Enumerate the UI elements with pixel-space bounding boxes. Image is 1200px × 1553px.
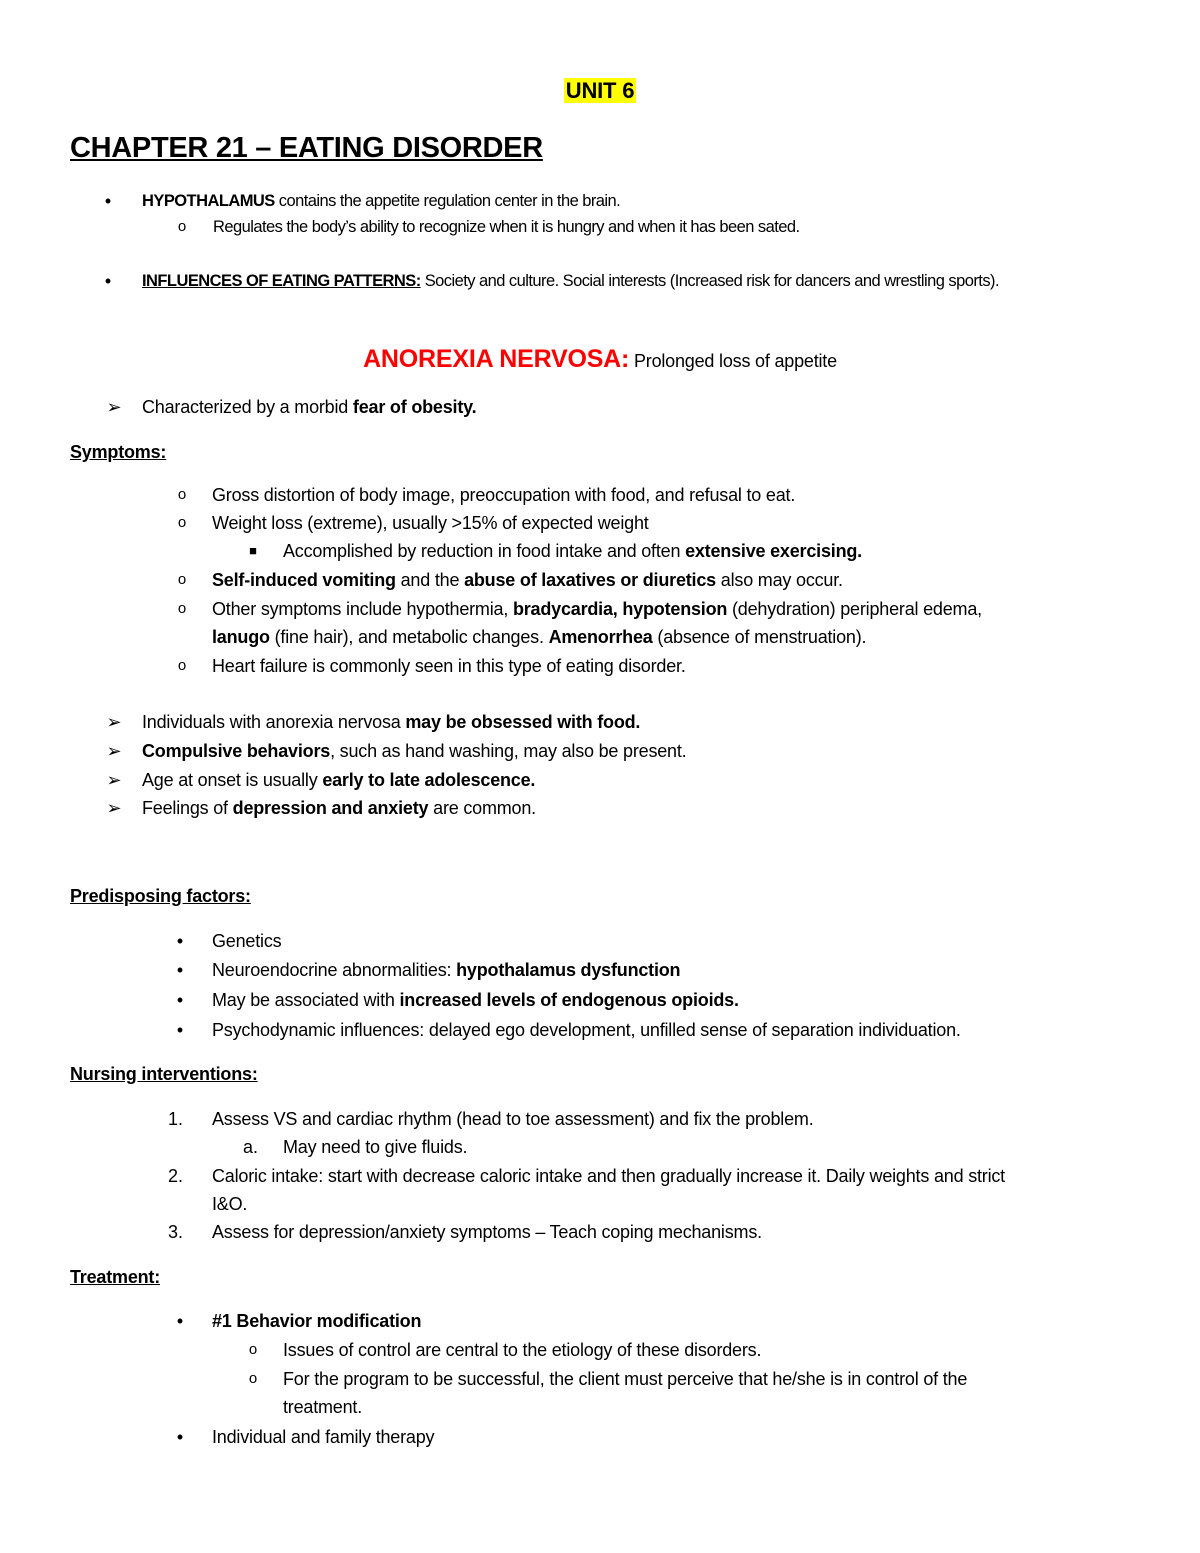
circle-bullet-icon: o [248, 1341, 258, 1358]
list-number: 2. [168, 1166, 184, 1186]
bullet-icon: • [176, 1020, 184, 1040]
influences-item: INFLUENCES OF EATING PATTERNS: Society and culture. Social interests (Increased risk for dancers and wrestling sports). [142, 272, 999, 290]
bullet-icon: • [176, 1427, 184, 1447]
circle-bullet-icon: o [177, 486, 187, 503]
nursing-item: Caloric intake: start with decrease caloric intake and then gradually increase it. Daily weights and strict [212, 1166, 1005, 1186]
arrow-bullet-icon: ➢ [106, 712, 122, 732]
list-number: 1. [168, 1109, 184, 1129]
hypothalamus-sub-item: Regulates the body’s ability to recognize when it is hungry and when it has been sated. [213, 218, 800, 236]
symptom-item-continued: lanugo (fine hair), and metabolic changes. Amenorrhea (absence of menstruation). [212, 627, 867, 647]
bullet-icon: • [104, 191, 112, 211]
arrow-bullet-icon: ➢ [106, 397, 122, 417]
list-letter: a. [243, 1137, 259, 1157]
symptom-item: Gross distortion of body image, preoccupation with food, and refusal to eat. [212, 485, 796, 505]
treatment-sub-item: Issues of control are central to the etiology of these disorders. [283, 1340, 762, 1360]
arrow-item: Age at onset is usually early to late adolescence. [142, 770, 536, 790]
symptoms-heading: Symptoms: [70, 442, 167, 462]
nursing-item: Assess VS and cardiac rhythm (head to toe assessment) and fix the problem. [212, 1109, 814, 1129]
bullet-icon: • [176, 960, 184, 980]
treatment-heading: Treatment: [70, 1267, 161, 1287]
bullet-icon: • [104, 271, 112, 291]
arrow-bullet-icon: ➢ [106, 741, 122, 761]
symptom-item: Heart failure is commonly seen in this type of eating disorder. [212, 656, 686, 676]
bullet-icon: • [176, 931, 184, 951]
arrow-bullet-icon: ➢ [106, 798, 122, 818]
treatment-sub-item: For the program to be successful, the client must perceive that he/she is in control of the [283, 1369, 968, 1389]
circle-bullet-icon: o [177, 657, 187, 674]
arrow-bullet-icon: ➢ [106, 770, 122, 790]
predisposing-item: Neuroendocrine abnormalities: hypothalamus dysfunction [212, 960, 681, 980]
nursing-item: Assess for depression/anxiety symptoms – Teach coping mechanisms. [212, 1222, 762, 1242]
bullet-icon: • [176, 1311, 184, 1331]
treatment-item: #1 Behavior modification [212, 1311, 422, 1331]
characterized-item: Characterized by a morbid fear of obesity. [142, 397, 477, 417]
nursing-item-continued: I&O. [212, 1194, 248, 1214]
symptom-item: Other symptoms include hypothermia, bradycardia, hypotension (dehydration) peripheral edema, [212, 599, 982, 619]
predisposing-item: May be associated with increased levels of endogenous opioids. [212, 990, 739, 1010]
circle-bullet-icon: o [248, 1370, 258, 1387]
predisposing-heading: Predisposing factors: [70, 886, 251, 906]
list-number: 3. [168, 1222, 184, 1242]
hypothalamus-item: HYPOTHALAMUS contains the appetite regulation center in the brain. [142, 192, 621, 210]
bullet-icon: • [176, 990, 184, 1010]
treatment-item: Individual and family therapy [212, 1427, 435, 1447]
unit-title: UNIT 6 [565, 78, 635, 103]
symptom-item: Weight loss (extreme), usually >15% of expected weight [212, 513, 649, 533]
nursing-sub-item: May need to give fluids. [283, 1137, 468, 1157]
symptom-sub-item: Accomplished by reduction in food intake and often extensive exercising. [283, 541, 862, 561]
square-bullet-icon: ■ [249, 543, 257, 558]
nursing-heading: Nursing interventions: [70, 1064, 258, 1084]
circle-bullet-icon: o [177, 514, 187, 531]
arrow-item: Individuals with anorexia nervosa may be obsessed with food. [142, 712, 641, 732]
predisposing-item: Psychodynamic influences: delayed ego development, unfilled sense of separation individuation. [212, 1020, 961, 1040]
anorexia-heading: ANOREXIA NERVOSA: Prolonged loss of appetite [363, 345, 837, 373]
circle-bullet-icon: o [177, 600, 187, 617]
chapter-title: CHAPTER 21 – EATING DISORDER [70, 132, 543, 164]
arrow-item: Compulsive behaviors, such as hand washing, may also be present. [142, 741, 687, 761]
arrow-item: Feelings of depression and anxiety are common. [142, 798, 536, 818]
treatment-sub-item-continued: treatment. [283, 1397, 363, 1417]
circle-bullet-icon: o [177, 571, 187, 588]
predisposing-item: Genetics [212, 931, 282, 951]
symptom-item: Self-induced vomiting and the abuse of laxatives or diuretics also may occur. [212, 570, 843, 590]
circle-bullet-icon: o [177, 218, 187, 235]
